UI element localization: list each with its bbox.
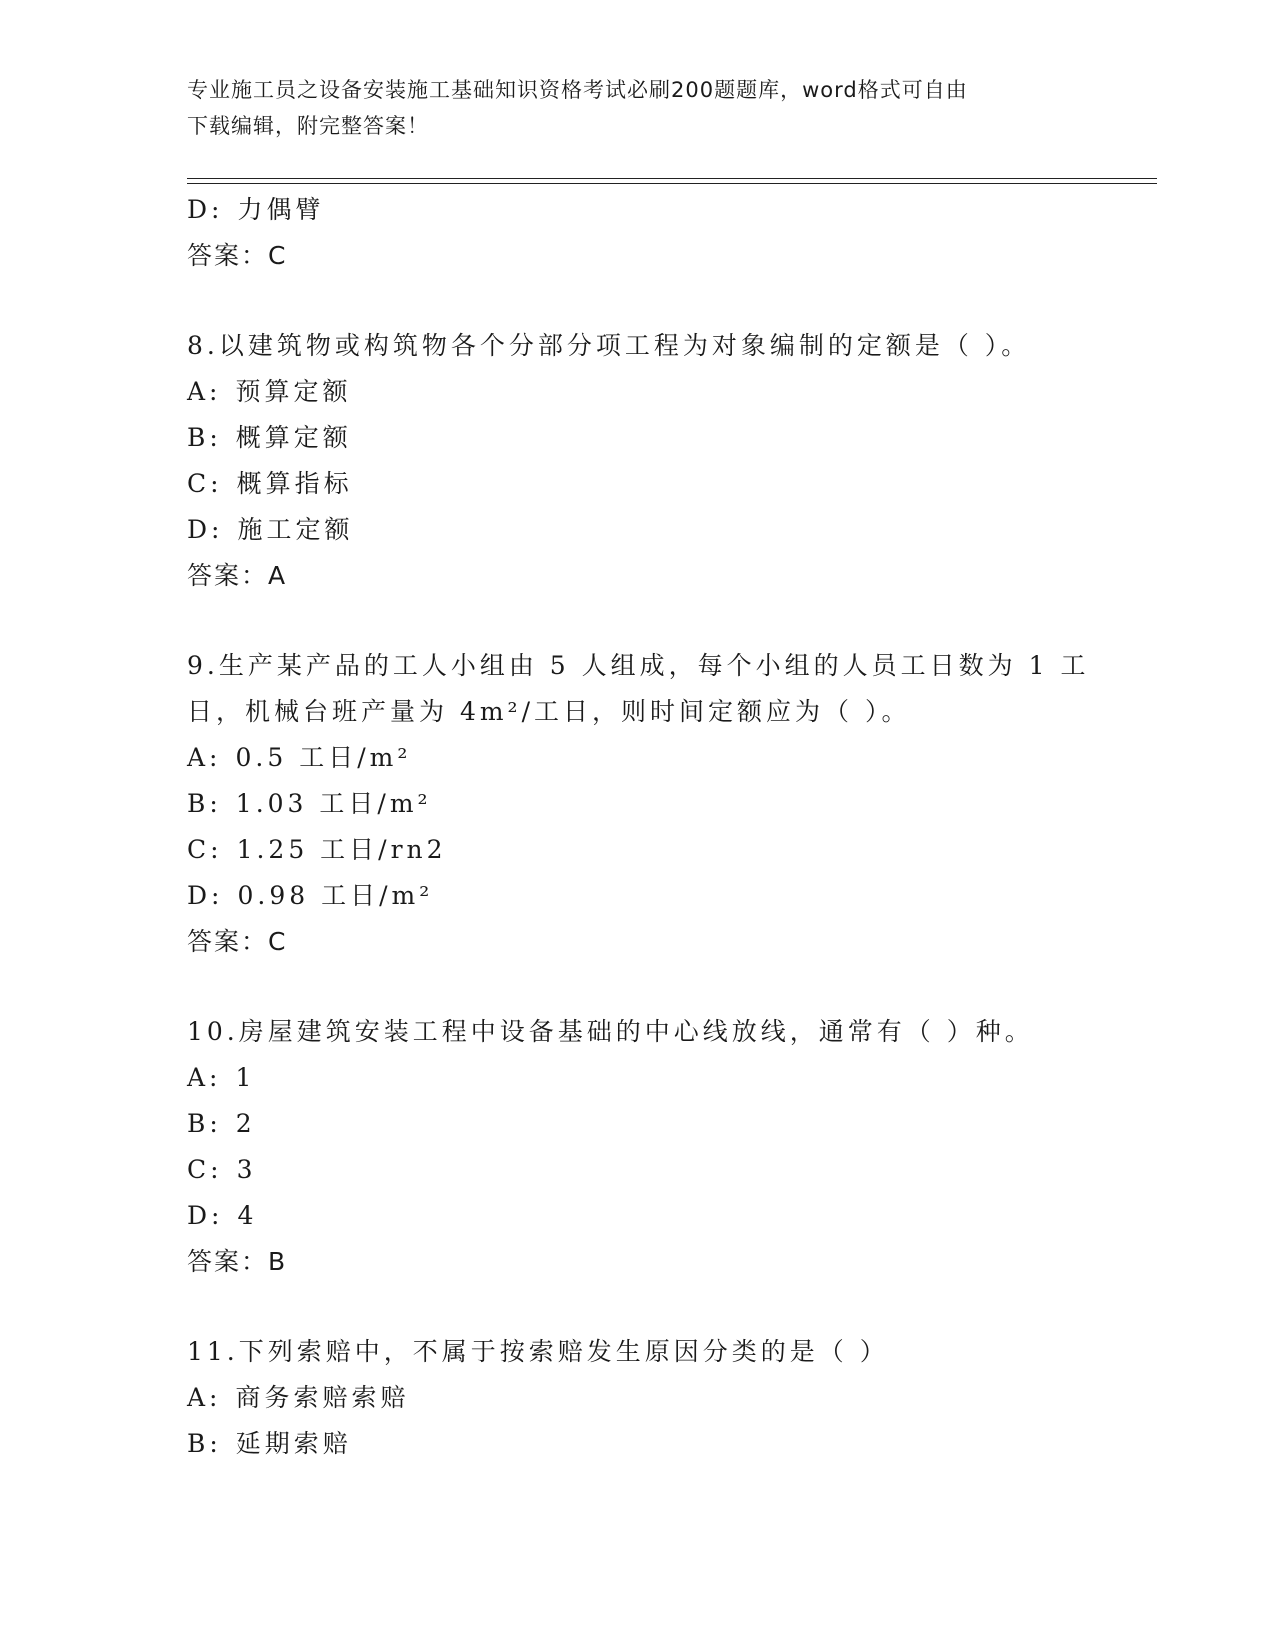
option-a xyxy=(187,1055,1167,1101)
option-c xyxy=(187,827,1167,873)
option-label: A: xyxy=(187,377,222,406)
question-list xyxy=(187,187,1167,1467)
option-label: B: xyxy=(187,423,222,452)
option-b xyxy=(187,781,1167,827)
option-b xyxy=(187,415,1167,461)
option-text: 概算指标 xyxy=(236,469,353,498)
document-header xyxy=(187,72,1087,144)
option-label: C: xyxy=(187,835,223,864)
option-text: 3 xyxy=(236,1155,257,1184)
option-text: 1.03 工日/m² xyxy=(235,789,432,818)
option-text: 0.98 工日/m² xyxy=(237,881,434,910)
question-9 xyxy=(187,643,1167,965)
question-10 xyxy=(187,1009,1167,1285)
option-text: 0.5 工日/m² xyxy=(235,743,412,772)
option-text: 施工定额 xyxy=(237,515,354,544)
option-label: A: xyxy=(187,1383,222,1412)
option-label: D: xyxy=(187,195,224,224)
question-title: 8.以建筑物或构筑物各个分部分项工程为对象编制的定额是（ ）。 xyxy=(187,331,1031,360)
option-text: 预算定额 xyxy=(235,377,352,406)
option-d xyxy=(187,507,1167,553)
answer-line: 答案：C xyxy=(187,241,288,270)
option-label: B: xyxy=(187,1429,222,1458)
option-text: 1 xyxy=(235,1063,256,1092)
option-d xyxy=(187,873,1167,919)
option-d xyxy=(187,1193,1167,1239)
option-label: D: xyxy=(187,881,224,910)
option-text: 2 xyxy=(235,1109,256,1138)
option-text: 商务索赔索赔 xyxy=(235,1383,410,1412)
option-label: D: xyxy=(187,1201,224,1230)
option-a xyxy=(187,735,1167,781)
answer-line: 答案：A xyxy=(187,561,288,590)
option-text: 延期索赔 xyxy=(235,1429,352,1458)
option-label: B: xyxy=(187,789,222,818)
question-title: 10.房屋建筑安装工程中设备基础的中心线放线，通常有（ ）种。 xyxy=(187,1017,1034,1046)
option-text: 概算定额 xyxy=(235,423,352,452)
option-b xyxy=(187,1101,1167,1147)
option-text: 力偶臂 xyxy=(237,195,325,224)
question-title-line-2: 日，机械台班产量为 4m²/工日，则时间定额应为（ ）。 xyxy=(187,697,911,726)
option-label: C: xyxy=(187,1155,223,1184)
option-label: A: xyxy=(187,743,222,772)
option-a xyxy=(187,1375,1167,1421)
option-a xyxy=(187,369,1167,415)
option-b xyxy=(187,1421,1167,1467)
option-d xyxy=(187,187,1167,233)
answer-line: 答案：B xyxy=(187,1247,288,1276)
option-label: B: xyxy=(187,1109,222,1138)
option-c xyxy=(187,461,1167,507)
question-11 xyxy=(187,1329,1167,1467)
header-divider-bottom xyxy=(187,183,1157,184)
question-8 xyxy=(187,323,1167,599)
option-label: A: xyxy=(187,1063,222,1092)
answer-line: 答案：C xyxy=(187,927,288,956)
option-c xyxy=(187,1147,1167,1193)
option-label: D: xyxy=(187,515,224,544)
question-title-line-1: 9.生产某产品的工人小组由 5 人组成，每个小组的人员工日数为 1 工 xyxy=(187,651,1090,680)
option-text: 4 xyxy=(237,1201,258,1230)
header-title-line-2: 下载编辑，附完整答案！ xyxy=(187,114,429,138)
question-title: 11.下列索赔中，不属于按索赔发生原因分类的是（ ） xyxy=(187,1337,889,1366)
option-text: 1.25 工日/rn2 xyxy=(236,835,447,864)
option-label: C: xyxy=(187,469,223,498)
header-divider-top xyxy=(187,178,1157,179)
header-title-line-1: 专业施工员之设备安装施工基础知识资格考试必刷200题题库，word格式可自由 xyxy=(187,78,968,102)
